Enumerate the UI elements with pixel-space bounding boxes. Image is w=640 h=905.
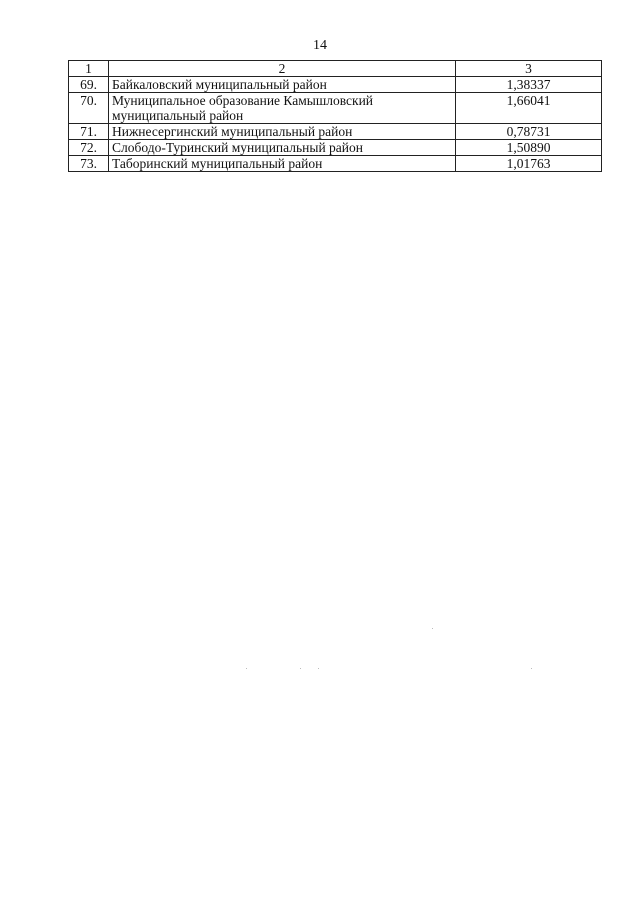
scan-speck [300, 668, 301, 669]
row-number: 71. [69, 124, 109, 140]
table-row [69, 156, 602, 172]
scan-speck [246, 668, 247, 669]
coefficient-value: 0,78731 [456, 124, 602, 140]
scan-speck [432, 628, 433, 629]
row-number: 73. [69, 156, 109, 172]
column-header-1: 1 [69, 61, 109, 77]
municipality-name: Нижнесергинский муниципальный район [109, 124, 456, 140]
scan-speck [318, 668, 319, 669]
row-number: 70. [69, 93, 109, 124]
coefficient-value: 1,38337 [456, 77, 602, 93]
municipality-name: Таборинский муниципальный район [109, 156, 456, 172]
scan-speck [531, 668, 532, 669]
coefficients-table [68, 60, 602, 172]
table-row [69, 77, 602, 93]
table-row [69, 93, 602, 124]
column-header-3: 3 [456, 61, 602, 77]
column-header-2: 2 [109, 61, 456, 77]
table-row [69, 140, 602, 156]
row-number: 72. [69, 140, 109, 156]
municipality-name: Муниципальное образование Камышловский муниципальный район [109, 93, 456, 124]
municipality-name: Байкаловский муниципальный район [109, 77, 456, 93]
table-row [69, 124, 602, 140]
municipality-name: Слободо-Туринский муниципальный район [109, 140, 456, 156]
coefficient-value: 1,01763 [456, 156, 602, 172]
coefficient-value: 1,50890 [456, 140, 602, 156]
table-header-row [69, 61, 602, 77]
page-number: 14 [313, 38, 327, 53]
row-number: 69. [69, 77, 109, 93]
coefficient-value: 1,66041 [456, 93, 602, 124]
